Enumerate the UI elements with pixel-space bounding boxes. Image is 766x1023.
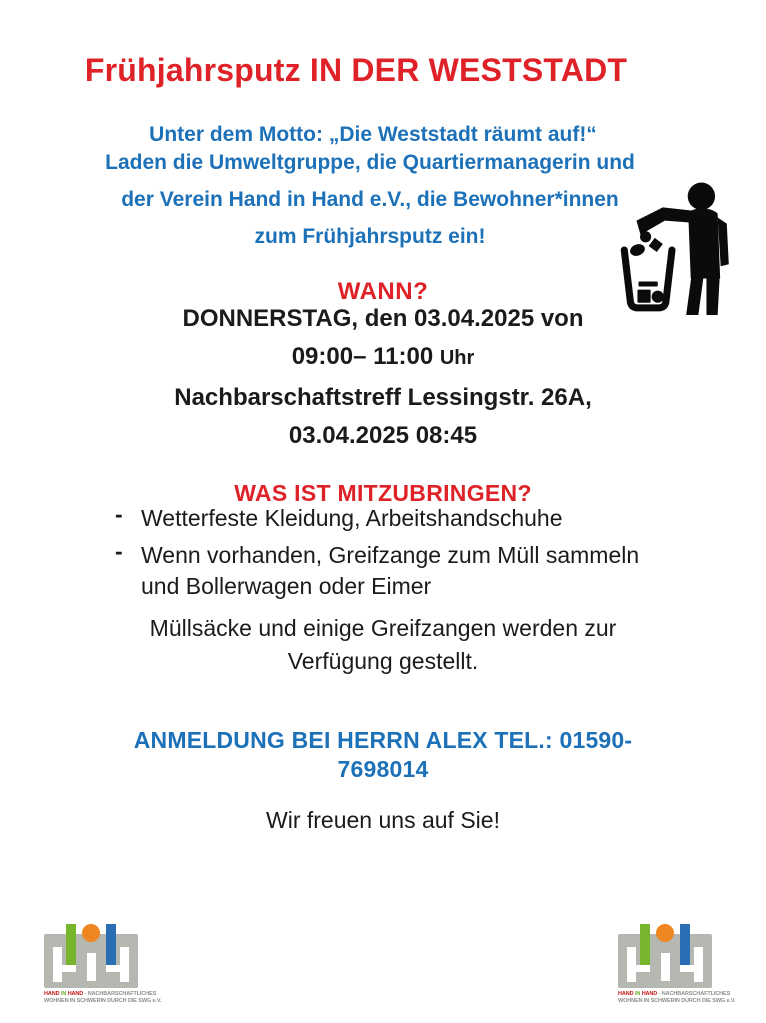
- event-time-line: [0, 338, 766, 377]
- closing-line: Wir freuen uns auf Sie!: [266, 807, 500, 833]
- hih-logo-caption: HAND IN HAND - NACHBARSCHAFTLICHES WOHNEN IN SCHWERIN DURCH DIE SWG e.V.: [44, 991, 162, 1004]
- motto-line: Unter dem Motto: „Die Weststadt räumt auf!“: [149, 123, 597, 146]
- event-location-line: Nachbarschaftstreff Lessingstr. 26A,: [174, 384, 592, 411]
- bring-list: [113, 503, 673, 608]
- event-meet-datetime: 03.04.2025 08:45: [288, 422, 478, 449]
- event-time-range: 09:00– 11:00: [291, 343, 434, 370]
- provided-line-1: Müllsäcke und einige Greifzangen werden zur: [149, 615, 617, 641]
- event-date-line: DONNERSTAG, den 03.04.2025 von: [182, 305, 584, 332]
- when-heading: WANN?: [337, 277, 429, 305]
- provided-line-2: Verfügung gestellt.: [287, 648, 479, 674]
- event-location: [0, 379, 766, 455]
- hih-logo-right: [616, 922, 736, 1014]
- tidyman-litter-icon: [612, 179, 736, 317]
- hih-logo-caption: HAND IN HAND - NACHBARSCHAFTLICHES WOHNEN IN SCHWERIN DURCH DIE SWG e.V.: [618, 991, 736, 1004]
- invitation-line-1: Laden die Umweltgruppe, die Quartiermanagerin und: [105, 151, 635, 174]
- event-time-unit: Uhr: [439, 347, 475, 369]
- invitation-line-2: der Verein Hand in Hand e.V., die Bewohner*innen: [121, 188, 619, 211]
- list-item: - Wetterfeste Kleidung, Arbeitshandschuhe: [113, 503, 673, 534]
- invitation-line-3: zum Frühjahrsputz ein!: [254, 225, 486, 248]
- page-title: Frühjahrsputz IN DER WESTSTADT: [84, 52, 628, 89]
- hih-logo-left: [42, 922, 162, 1014]
- registration-line-1: ANMELDUNG BEI HERRN ALEX TEL.: 01590-: [133, 727, 633, 753]
- registration-phone: 7698014: [337, 756, 429, 782]
- list-item: - Wenn vorhanden, Greifzange zum Müll sammeln und Bollerwagen oder Eimer: [113, 540, 673, 602]
- bring-heading: WAS IST MITZUBRINGEN?: [234, 480, 532, 507]
- provided-note: [0, 612, 766, 678]
- registration-contact: [0, 726, 766, 784]
